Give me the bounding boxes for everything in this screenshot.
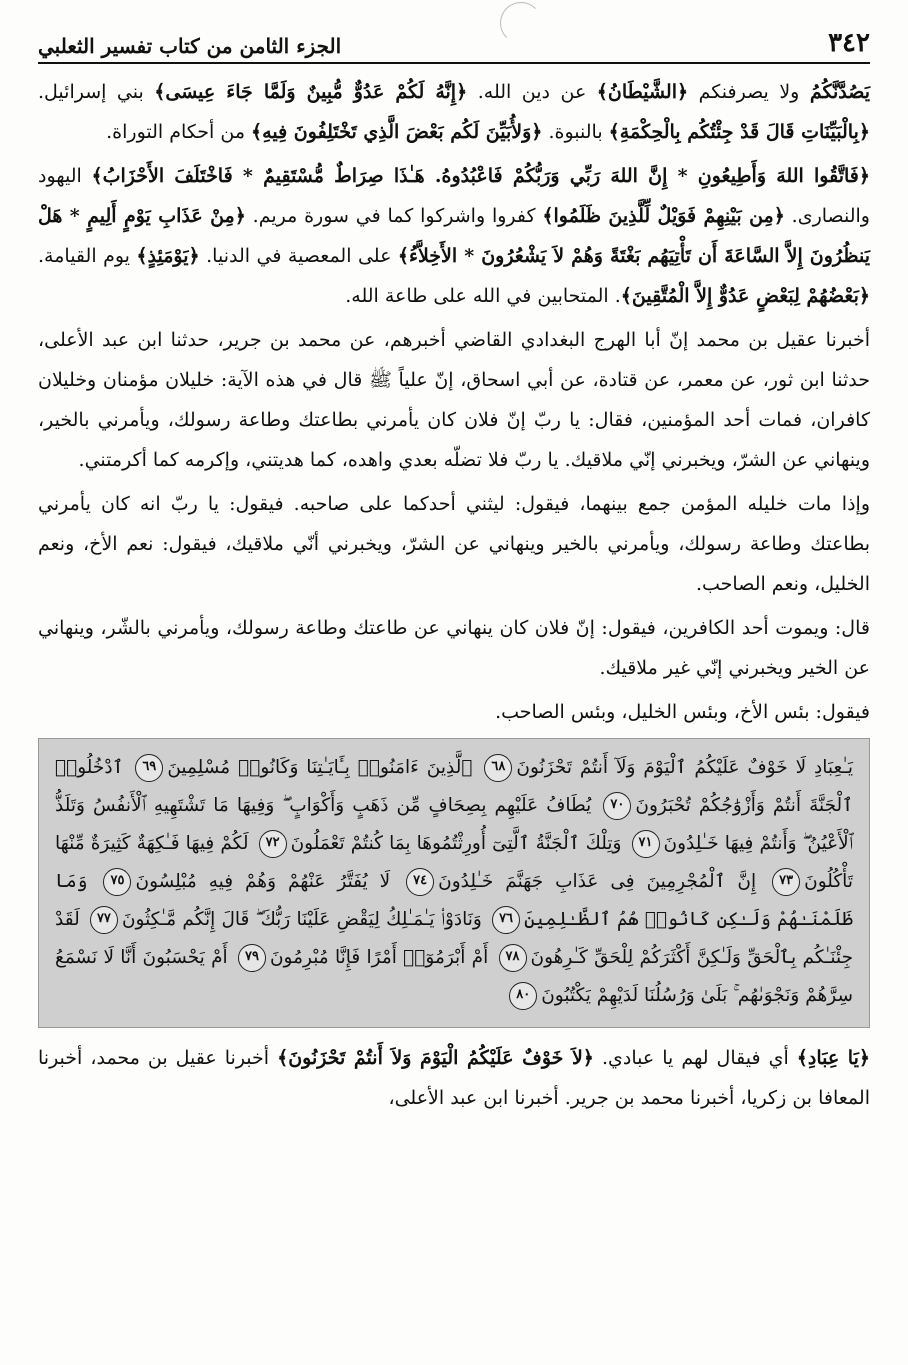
- quran-quote: ﴿بَعْضُهُمْ لِبَعْضٍ عَدُوٌّ إِلاَّ الْمُتَّقِينَ﴾: [620, 285, 870, 307]
- commentary-text: يَـٰعِبَادِ لَا خَوْفٌ عَلَيْكُمُ ٱلْيَوْمَ وَلَآ أَنتُمْ تَحْزَنُونَ: [516, 757, 853, 778]
- commentary-text: فيقول: بئس الأخ، وبئس الخليل، وبئس الصاحب.: [495, 701, 870, 723]
- commentary-text: يوم القيامة.: [38, 245, 137, 267]
- commentary-paragraph: [38, 156, 870, 316]
- verse-number-marker: ٧٩: [238, 944, 266, 972]
- commentary-text: إِنَّ ٱلْمُجْرِمِينَ فِى عَذَابِ جَهَنَّمَ خَـٰلِدُونَ: [438, 871, 757, 892]
- quran-quote: ﴿يَا عِبَادِ﴾: [796, 1047, 871, 1069]
- commentary-text: يُطَافُ عَلَيْهِم بِصِحَافٍ مِّن ذَهَبٍ وَأَكْوَابٍ ۖ وَفِيهَا مَا تَشْتَهِيهِ ٱلْأَنفُسُ وَتَلَذُّ ٱلْأَعْيُنُ ۖ وَأَنتُمْ فِيهَا خَـٰلِدُونَ: [55, 795, 853, 854]
- commentary-text: أَمْ يَحْسَبُونَ أَنَّا لَا نَسْمَعُ سِرَّهُمْ وَنَجْوَىٰهُم ۚ بَلَىٰ وَرُسُلُنَا لَدَيْهِمْ يَكْتُبُونَ: [55, 947, 853, 1006]
- commentary-text: قال: ويموت أحد الكافرين، فيقول: إنّ فلان كان ينهاني عن طاعتك وطاعة رسولك، ويأمرني بالشّر، وينهاني عن الخير ويخبرني إنّي غير ملاقيك.: [38, 617, 870, 679]
- quran-quote: ﴿إِنَّهُ لَكُمْ عَدُوٌّ مُّبِينٌ وَلَمَّا جَاءَ عِيسَى﴾: [154, 81, 468, 103]
- commentary-text: لَكُمْ فِيهَا فَـٰكِهَةٌ كَثِيرَةٌ مِّنْهَا تَأْكُلُونَ: [55, 833, 853, 892]
- page-header: [38, 22, 870, 64]
- commentary-text: وإذا مات خليله المؤمن جمع بينهما، فيقول: ليثني أحدكما على صاحبه. فيقول: يا ربّ انه كان يأمرني بطاعتك وطاعة رسولك، ويأمرني بالخير وينهاني عن الشرّ، ويخبرني أنّي ملاقيك، فيقول: نعم الأخ، ونعم الخليل، ونعم الصاحب.: [38, 493, 870, 595]
- commentary-paragraph: [38, 72, 870, 152]
- commentary-text: بالنبوة.: [542, 121, 609, 143]
- page-body: [38, 72, 870, 1122]
- commentary-paragraph: [38, 320, 870, 480]
- commentary-text: أي فيقال لهم يا عبادي.: [593, 1047, 797, 1069]
- commentary-text: وَنَادَوْا۟ يَـٰمَـٰلِكُ لِيَقْضِ عَلَيْنَا رَبُّكَ ۖ قَالَ إِنَّكُم مَّـٰكِثُونَ: [121, 909, 482, 930]
- verse-number-marker: ٧٣: [772, 868, 800, 896]
- commentary-text: أخبرنا عقيل بن محمد إنّ أبا الهرج البغدادي القاضي أخبرهم، عن محمد بن جرير، حدثنا ابن عبد الأعلى، حدثنا ابن ثور، عن معمر، عن قتادة، عن أبي اسحاق، إنّ علياً ﷺ قال في هذه الآية: خليلان مؤمنان وخليلان كافران، فمات أحد المؤمنين، فقال: يا ربّ إنّ فلان كان يأمرني بطاعتك وطاعة رسولك، ويأمرني بالخير، وينهاني عن الشرّ، ويخبرني إنّي ملاقيك. يا ربّ فلا تضلّه بعدي واهده، كما هديتني، وإكرمه كما أكرمتني.: [38, 329, 870, 471]
- quran-verses-box: [38, 738, 870, 1028]
- verse-number-marker: ٧٢: [259, 830, 287, 858]
- verse-number-marker: ٦٨: [484, 754, 512, 782]
- commentary-text: لَقَدْ جِئْنَـٰكُم بِٱلْحَقِّ وَلَـٰكِنَّ أَكْثَرَكُمْ لِلْحَقِّ كَـٰرِهُونَ: [55, 909, 854, 968]
- verse-number-marker: ٧٥: [103, 868, 131, 896]
- commentary-paragraph: [38, 484, 870, 604]
- verse-number-marker: ٧٦: [492, 906, 520, 934]
- commentary-paragraph: [38, 692, 870, 732]
- commentary-text: ٱلَّذِينَ ءَامَنُوا۟ بِـَٔايَـٰتِنَا وَكَانُوا۟ مُسْلِمِينَ: [167, 757, 473, 778]
- verse-number-marker: ٧٤: [406, 868, 434, 896]
- commentary-text: ٱدْخُلُوا۟ ٱلْجَنَّةَ أَنتُمْ وَأَزْوَٰجُكُمْ تُحْبَرُونَ: [55, 757, 853, 816]
- commentary-text: . المتحابين في الله على طاعة الله.: [345, 285, 621, 307]
- commentary-text: كفروا واشركوا كما في سورة مريم.: [245, 205, 543, 227]
- running-title: الجزء الثامن من كتاب تفسير الثعلبي: [38, 34, 342, 58]
- commentary-text: وَمَا ظَلَمْنَـٰهُمْ وَلَـٰكِن كَانُوا۟ هُمُ ٱلظَّـٰلِمِينَ: [55, 871, 853, 930]
- commentary-text: على المعصية في الدنيا.: [199, 245, 398, 267]
- commentary-text: أَمْ أَبْرَمُوٓا۟ أَمْرًا فَإِنَّا مُبْرِمُونَ: [269, 947, 489, 968]
- page-number: ٣٤٢: [828, 28, 870, 58]
- commentary-text: بني إسرائيل.: [38, 81, 155, 103]
- verse-number-marker: ٧٠: [603, 792, 631, 820]
- commentary-text: أخبرنا عقيل بن محمد، أخبرنا المعافا بن زكريا، أخبرنا محمد بن جرير. أخبرنا ابن عبد الأعلى،: [38, 1047, 870, 1109]
- quran-quote: ﴿وَلأُبَيِّنَ لَكُم بَعْضَ الَّذِي تَخْتَلِفُونَ فِيهِ﴾: [251, 121, 543, 143]
- commentary-text: ولا يصرفنكم: [688, 81, 810, 103]
- commentary-text: لَا يُفَتَّرُ عَنْهُمْ وَهُمْ فِيهِ مُبْلِسُونَ: [135, 871, 391, 892]
- verse-number-marker: ٧٨: [499, 944, 527, 972]
- quran-quote: ﴿بِالْبَيِّنَاتِ قَالَ قَدْ جِئْتُكُم بِالْحِكْمَةِ﴾: [608, 121, 870, 143]
- verse-number-marker: ٧٧: [90, 906, 118, 934]
- commentary-text: اليهود والنصارى.: [38, 165, 870, 227]
- quran-quote: ﴿يَوْمَئِذٍ﴾: [136, 245, 200, 267]
- commentary-paragraph-continued: [38, 1038, 870, 1118]
- commentary-text: وَتِلْكَ ٱلْجَنَّةُ ٱلَّتِىٓ أُورِثْتُمُوهَا بِمَا كُنتُمْ تَعْمَلُونَ: [290, 833, 622, 854]
- commentary-text: من أحكام التوراة.: [106, 121, 252, 143]
- commentary-paragraphs: [38, 72, 870, 732]
- quran-quote: ﴿مِن بَيْنِهِمْ فَوَيْلٌ لِّلَّذِينَ ظَلَمُوا﴾: [542, 205, 785, 227]
- verse-number-marker: ٦٩: [135, 754, 163, 782]
- verse-number-marker: ٨٠: [509, 982, 537, 1010]
- quran-quote: يَصُدَّنَّكُمُ: [809, 81, 870, 103]
- quran-quote: ﴿الشَّيْطَانُ﴾: [596, 81, 689, 103]
- quran-quote: ﴿فَاتَّقُوا اللهَ وَأَطِيعُونِ * إِنَّ اللهَ رَبِّي وَرَبُّكُمْ فَاعْبُدُوهُ. هَـٰذَا صِرَاطٌ مُّسْتَقِيمٌ * فَاخْتَلَفَ الأَحْزَابُ﴾: [91, 165, 871, 187]
- quran-quote: ﴿لاَ خَوْفٌ عَلَيْكُمُ الْيَوْمَ وَلاَ أَنتُمْ تَحْزَنُونَ﴾: [277, 1047, 594, 1069]
- commentary-text: عن دين الله.: [467, 81, 597, 103]
- quran-quote: ﴿مِنْ عَذَابِ يَوْمٍ أَلِيمٍ * هَلْ يَنظُرُونَ إِلاَّ السَّاعَةَ أَن تَأْتِيَهُم بَغْتَةً وَهُمْ لاَ يَشْعُرُونَ * الأَخِلاَّءُ﴾: [38, 205, 870, 267]
- commentary-paragraph: [38, 608, 870, 688]
- verse-number-marker: ٧١: [632, 830, 660, 858]
